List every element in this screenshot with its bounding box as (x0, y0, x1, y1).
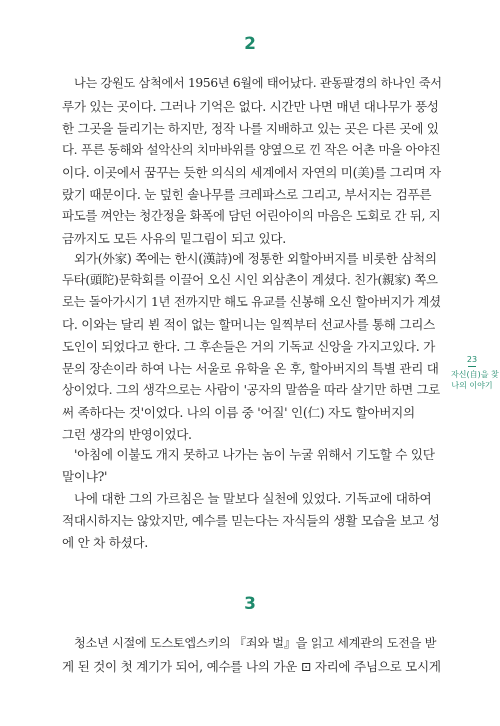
section-2-paragraph-4-line: 적대시하지는 않았지만, 예수를 믿는다는 자식들의 생활 모습을 보고 성 (62, 513, 440, 528)
section-2-number: 2 (244, 34, 256, 54)
section-2-paragraph-4-line: 에 안 차 하셨다. (62, 535, 149, 550)
section-2-paragraph-1-line: 파도를 껴안는 청간정을 화폭에 담던 어린아이의 마음은 도회로 간 뒤, 지 (62, 208, 441, 223)
section-2-paragraph-1-line: 루가 있는 곳이다. 그러나 기억은 없다. 시간만 나면 매년 대나무가 풍성 (62, 99, 439, 114)
section-2-paragraph-2-line: 상이었다. 그의 생각으로는 사람이 '공자의 말씀을 따라 살기만 하면 그로 (62, 382, 440, 397)
section-2-paragraph-2-line: 다. 이와는 달리 뵌 적이 없는 할머니는 일찍부터 선교사를 통해 그리스 (62, 317, 435, 332)
section-3-paragraph-1-line: 청소년 시절에 도스토엡스키의 『죄와 벌』을 읽고 세계관의 도전을 받 (74, 636, 437, 650)
running-title-line-2: 나의 이야기 (451, 381, 493, 390)
section-2-paragraph-2-line: 도인이 되었다고 한다. 그 후손들은 거의 기독교 신앙을 가지고있다. 가 (62, 339, 435, 354)
section-2-paragraph-1-line: 이다. 이곳에서 꿈꾸는 듯한 의식의 세계에서 자연의 미(美)를 그리며 자 (62, 165, 441, 180)
page-number: 23 (466, 355, 478, 364)
section-3-paragraph-1-line: 게 된 것이 첫 계기가 되어, 예수를 나의 가운 ⊡ 자리에 주님으로 모시게 (62, 659, 441, 674)
section-2-paragraph-3-line: 말이냐?' (62, 469, 108, 484)
section-2-paragraph-1-line: 다. 푸른 동해와 설악산의 치마바위를 양옆으로 낀 작은 어촌 마을 아야진 (62, 142, 441, 157)
section-2-paragraph-1-line: 나는 강원도 삼척에서 1956년 6월에 태어났다. 관동팔경의 하나인 죽서 (74, 76, 442, 90)
section-2-paragraph-2-line: 로는 돌아가시기 1년 전까지만 해도 유교를 신봉해 오신 할아버지가 계셨 (62, 294, 441, 309)
running-title-line-1: 자신(自)을 찾 (451, 370, 499, 379)
section-2-paragraph-2-line: 외가(外家) 쪽에는 한시(漢詩)에 정통한 외할아버지를 비롯한 삼척의 (74, 251, 437, 266)
section-2-paragraph-2-line: 문의 장손이라 하여 나는 서울로 유학을 온 후, 할아버지의 특별 관리 대 (62, 361, 439, 376)
section-2-paragraph-3-line: '아침에 이불도 개지 못하고 나가는 놈이 누굴 위해서 기도할 수 있단 (74, 447, 435, 462)
section-2-paragraph-1-line: 금까지도 모든 사유의 밑그림이 되고 있다. (62, 231, 286, 246)
section-3-number: 3 (244, 594, 256, 614)
section-2-paragraph-2-line: 두타(頭陀)문학회를 이끌어 오신 시인 외삼촌이 계셨다. 친가(親家) 쪽으 (62, 272, 438, 287)
section-2-paragraph-4-line: 나에 대한 그의 가르침은 늘 말보다 실천에 있었다. 기독교에 대하여 (74, 491, 432, 506)
side-page-marker (451, 354, 499, 391)
section-2-paragraph-2-line: 그런 생각의 반영이었다. (62, 427, 192, 442)
section-2-paragraph-2-line: 써 족하다는 것'이었다. 나의 이름 중 '어질' 인(仁) 자도 할아버지의 (62, 405, 415, 420)
section-2-paragraph-1-line: 한 그곳을 들리기는 하지만, 정작 나를 지배하고 있는 곳은 다른 곳에 있 (62, 121, 439, 136)
page-marker-divider (468, 366, 476, 367)
section-2-paragraph-1-line: 랐기 때문이다. 눈 덮힌 솔나무를 크레파스로 그리고, 부서지는 검푸른 (62, 187, 432, 202)
